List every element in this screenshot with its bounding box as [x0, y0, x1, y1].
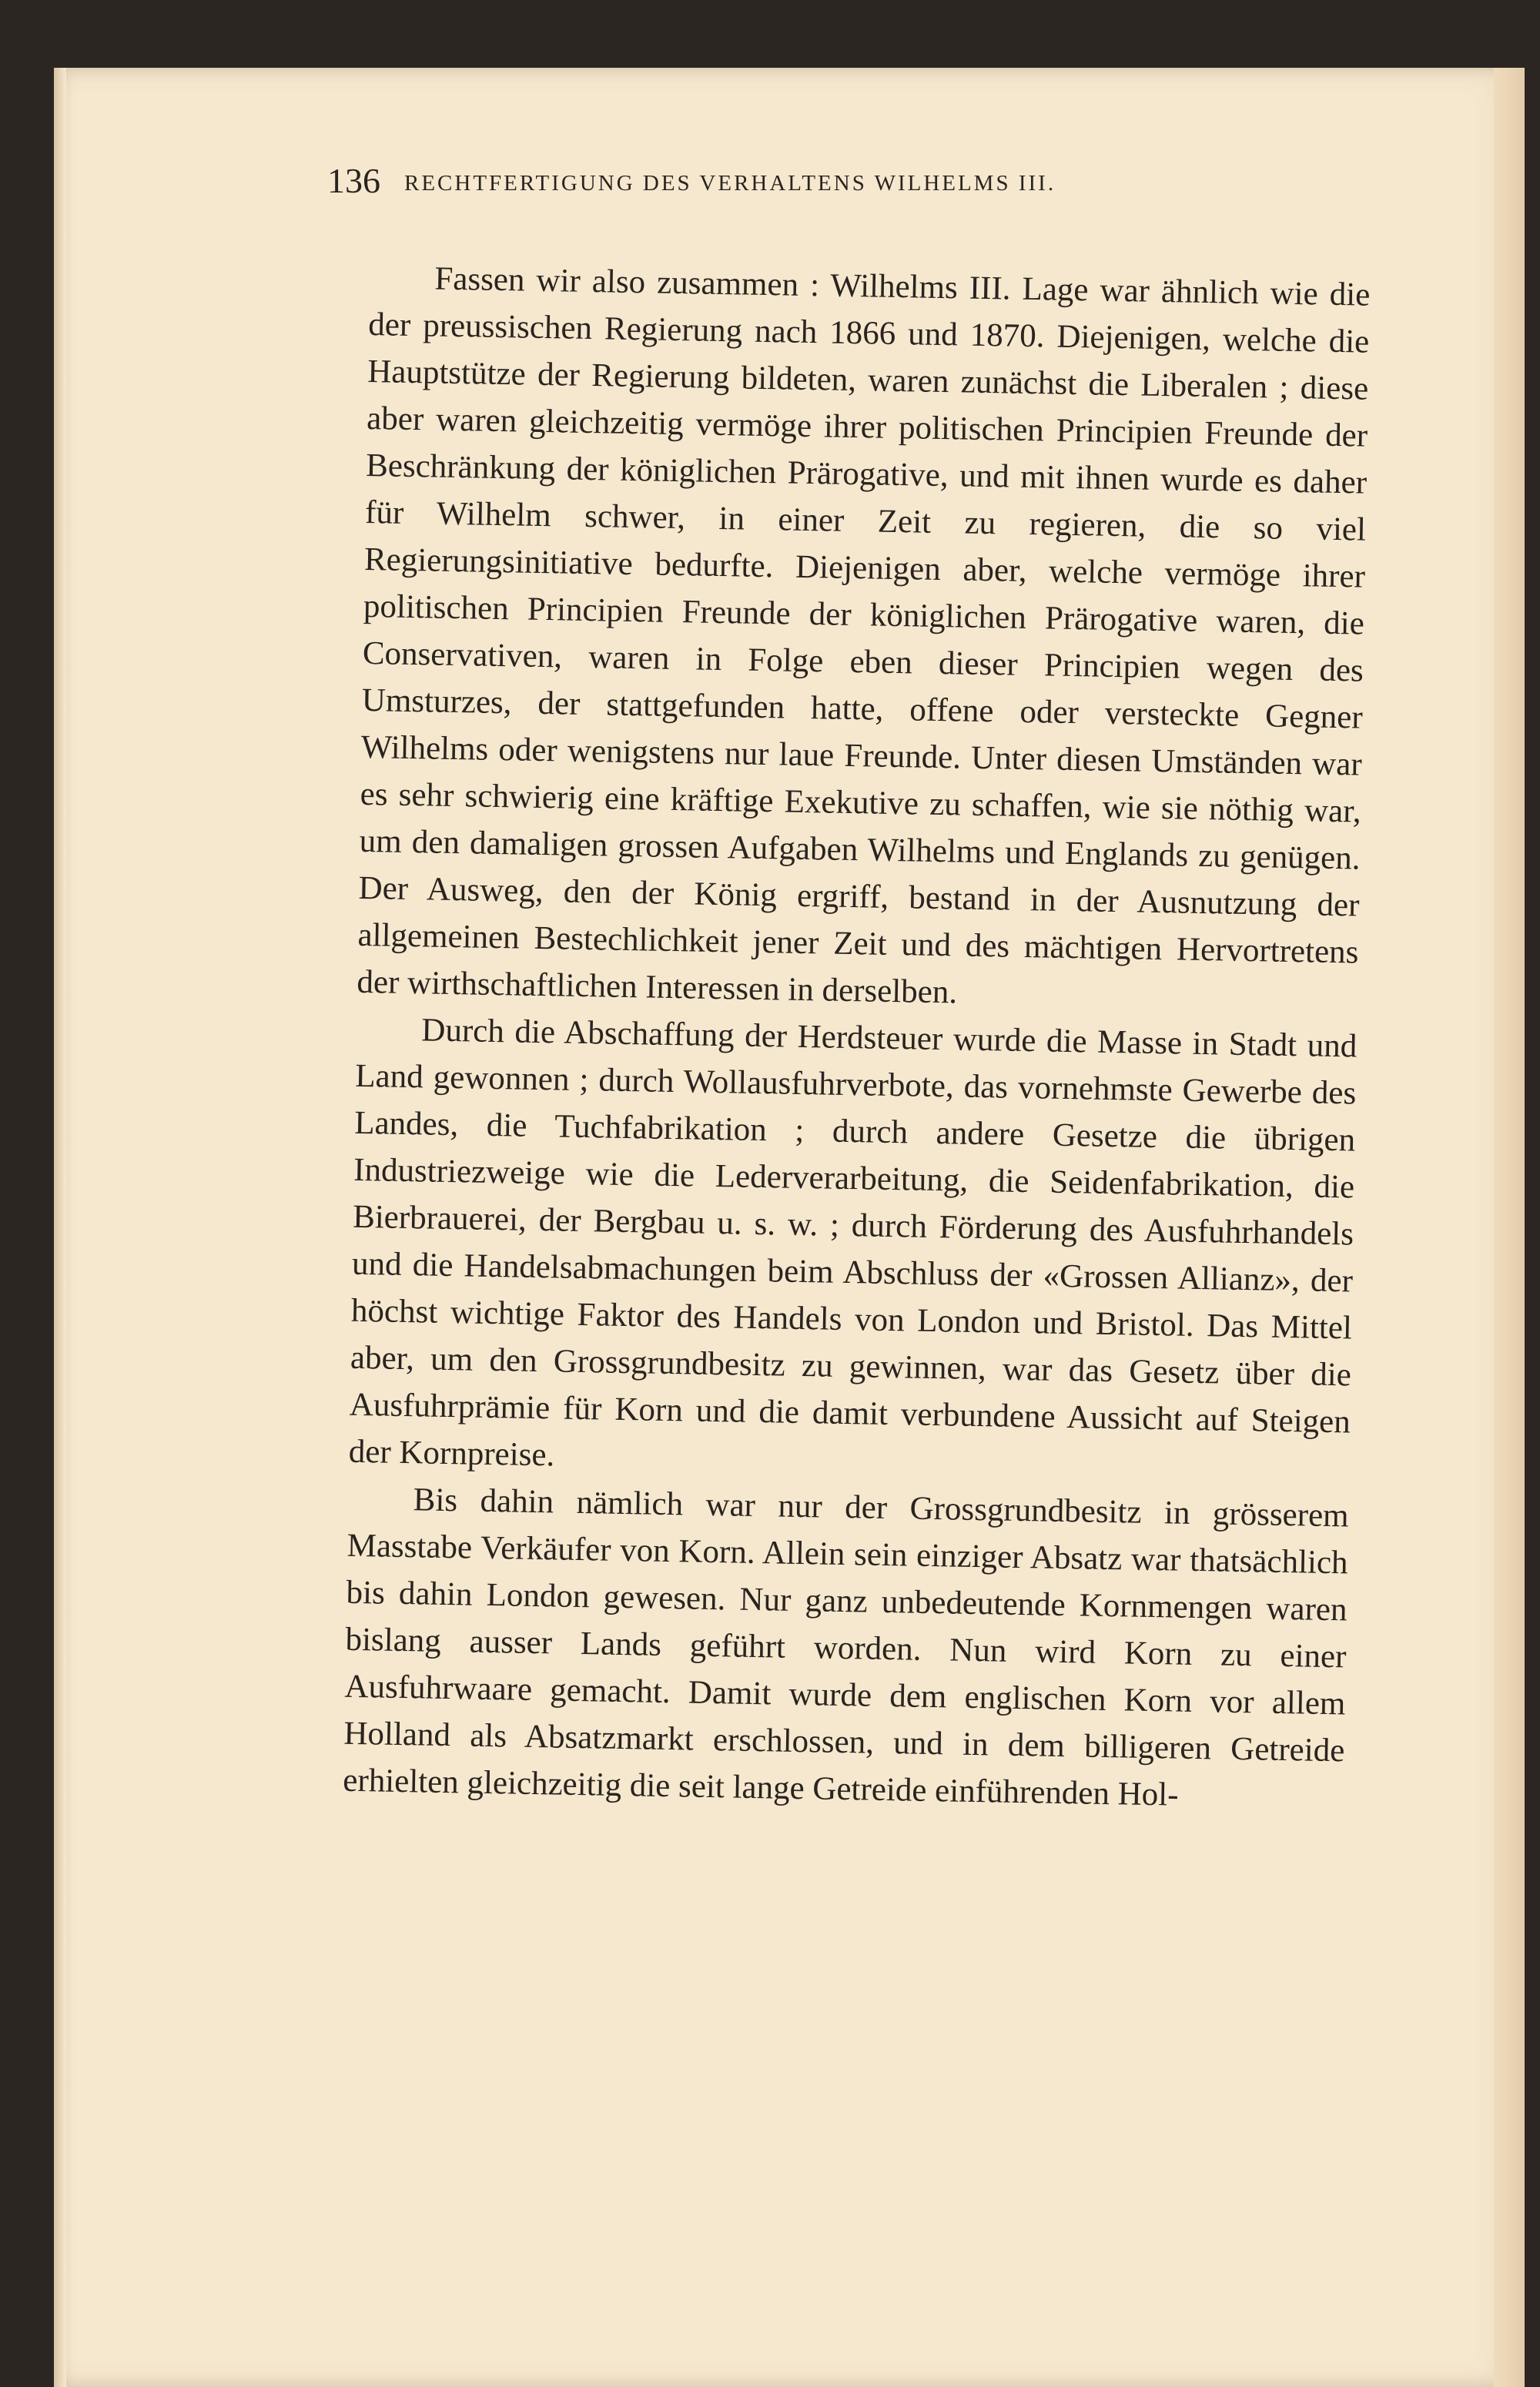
body-text: [343, 254, 1371, 1821]
page-fore-edge: [1494, 68, 1525, 2387]
page-gutter-shadow: [54, 68, 66, 2387]
paragraph-kornhandel: Bis dahin nämlich war nur der Grossgrundbesitz in grösserem Masstabe Verkäufer von Korn. Allein sein einziger Absatz war thatsächlich bis dahin London gewesen. Nur ganz unbedeutende Kornmengen waren bislang ausser Lands geführt worden. Nun wird Korn zu einer Ausfuhrwaare gemacht. Damit wurde dem englischen Korn vor allem Holland als Absatzmarkt erschlossen, und in dem billigeren Getreide erhielten gleichzeitig die seit lange Getreide einführenden Hol-: [342, 1481, 1350, 1813]
paragraph-herdsteuer: Durch die Abschaffung der Herdsteuer wurde die Masse in Stadt und Land gewonnen ; durch Wollausfuhrverbote, das vornehmste Gewerbe des Landes, die Tuchfabrikation ; durch andere Gesetze die übrigen Industriezweige wie die Lederverarbeitung, die Seidenfabrikation, die Bierbrauerei, der Bergbau u. s. w. ; durch Förderung des Ausfuhrhandels und die Handelsabmachungen beim Abschluss der «Grossen Allianz», der höchst wichtige Faktor des Handels von London und Bristol. Das Mittel aber, um den Grossgrundbesitz zu gewinnen, war das Gesetz über die Ausfuhrprämie für Korn und die damit verbundene Aussicht auf Steigen der Kornpreise.: [348, 1012, 1358, 1474]
page-number: 136: [327, 161, 380, 200]
paragraph-summary: Fassen wir also zusammen : Wilhelms III. Lage war ähnlich wie die der preussischen Regierung nach 1866 und 1870. Diejenigen, welche die Hauptstütze der Regierung bildeten, waren zunächst die Liberalen ; diese aber waren gleichzeitig vermöge ihrer politischen Principien Freunde der Beschränkung der königlichen Prärogative, und mit ihnen wurde es daher für Wilhelm schwer, in einer Zeit zu regieren, die so viel Regierungsinitiative bedurfte. Diejenigen aber, welche vermöge ihrer politischen Principien Freunde der königlichen Prärogative waren, die Conservativen, waren in Folge eben dieser Principien wegen des Umsturzes, der stattgefunden hatte, offene oder versteckte Gegner Wilhelms oder wenigstens nur laue Freunde. Unter diesen Umständen war es sehr schwierig eine kräftige Exekutive zu schaffen, wie sie nöthig war, um den damaligen grossen Aufgaben Wilhelms und Englands zu genügen. Der Ausweg, den der König ergriff, bestand in der Ausnutzung der allgemeinen Bestechlichkeit jener Zeit und des mächtigen Hervortretens der wirthschaftlichen Interessen in derselben.: [357, 260, 1371, 1011]
page-header: [327, 160, 1367, 214]
running-head: RECHTFERTIGUNG DES VERHALTENS WILHELMS III.: [404, 171, 1056, 196]
